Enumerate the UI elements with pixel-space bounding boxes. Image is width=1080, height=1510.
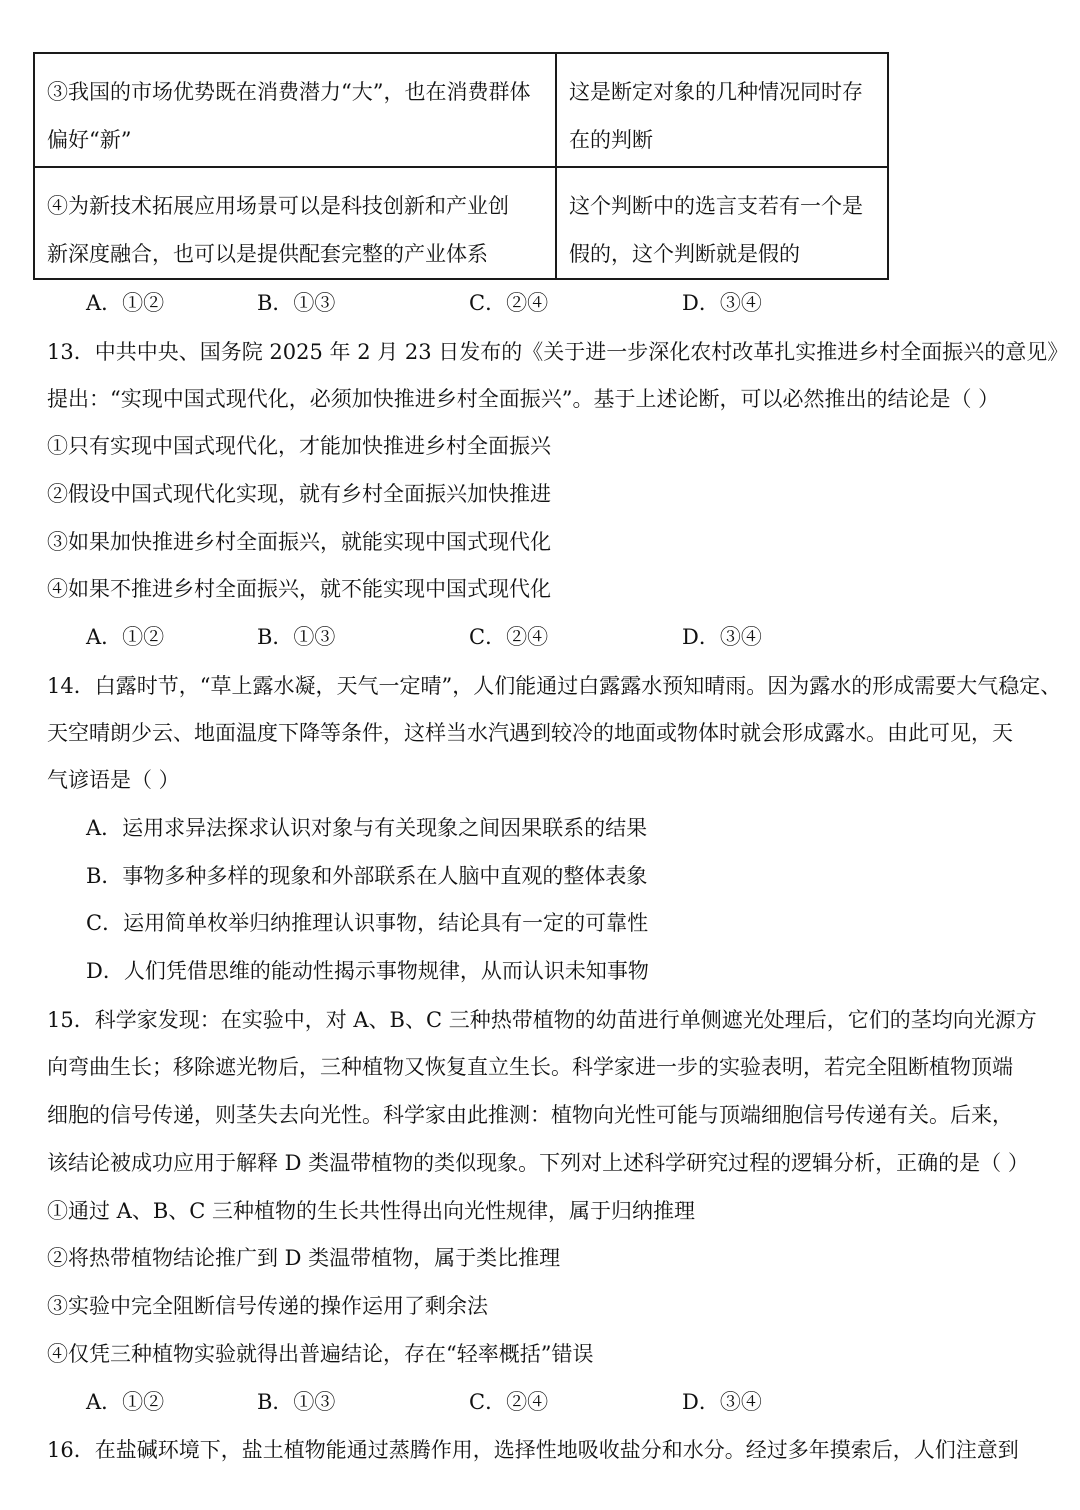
q15-stem-line: 细胞的信号传递，则茎失去向光性。科学家由此推测：植物向光性可能与顶端细胞信号传递有关。后来， [47,1103,1013,1127]
table-row [34,53,888,167]
q15-option-c[interactable]: C．②④ [469,1390,549,1414]
table-cell-statement [34,167,556,279]
q13-stem-line: 13．中共中央、国务院 2025 年 2 月 23 日发布的《关于进一步深化农村改革扎实推进乡村全面振兴的意见》 [47,340,1069,364]
q15-option-b[interactable]: B．①③ [257,1390,336,1414]
cell-line: 在的判断 [569,128,653,152]
q16-stem-line: 16．在盐碱环境下，盐土植物能通过蒸腾作用，选择性地吸收盐分和水分。经过多年摸索后，人们注意到 [47,1438,1019,1462]
q13-option-a[interactable]: A．①② [86,625,165,649]
q13-stem-line: 提出：“实现中国式现代化，必须加快推进乡村全面振兴”。基于上述论断，可以必然推出的结论是（ ） [47,387,1000,411]
q13-item: ③如果加快推进乡村全面振兴，就能实现中国式现代化 [47,530,551,554]
q13-option-c[interactable]: C．②④ [469,625,549,649]
q14-stem-line: 气谚语是（ ） [47,768,180,792]
q13-option-b[interactable]: B．①③ [257,625,336,649]
q13-option-d[interactable]: D．③④ [682,625,762,649]
q13-item: ④如果不推进乡村全面振兴，就不能实现中国式现代化 [47,577,551,601]
q15-stem-line: 该结论被成功应用于解释 D 类温带植物的类似现象。下列对上述科学研究过程的逻辑分析，正确的是（ ） [47,1151,1029,1175]
q15-item: ③实验中完全阻断信号传递的操作运用了剩余法 [47,1294,488,1318]
q14-stem-line: 天空晴朗少云、地面温度下降等条件，这样当水汽遇到较冷的地面或物体时就会形成露水。由此可见，天 [47,721,1013,745]
q15-option-a[interactable]: A．①② [86,1390,165,1414]
q15-item: ④仅凭三种植物实验就得出普遍结论，存在“轻率概括”错误 [47,1342,594,1366]
cell-line: 假的，这个判断就是假的 [569,242,800,266]
q15-stem-line: 15．科学家发现：在实验中，对 A、B、C 三种热带植物的幼苗进行单侧遮光处理后，它们的茎均向光源方 [47,1008,1037,1032]
q14-option-a[interactable]: A．运用求异法探求认识对象与有关现象之间因果联系的结果 [86,816,648,840]
q15-item: ②将热带植物结论推广到 D 类温带植物，属于类比推理 [47,1246,561,1270]
q13-item: ①只有实现中国式现代化，才能加快推进乡村全面振兴 [47,434,551,458]
q12-option-c[interactable]: C．②④ [469,291,549,315]
cell-line: ④为新技术拓展应用场景可以是科技创新和产业创 [47,194,509,218]
cell-line: 这是断定对象的几种情况同时存 [569,80,863,104]
table-row [34,167,888,279]
q14-option-b[interactable]: B．事物多种多样的现象和外部联系在人脑中直观的整体表象 [86,864,648,888]
q14-stem-line: 14．白露时节，“草上露水凝，天气一定晴”，人们能通过白露露水预知晴雨。因为露水的形成需要大气稳定、 [47,674,1062,698]
q15-option-d[interactable]: D．③④ [682,1390,762,1414]
q14-option-d[interactable]: D．人们凭借思维的能动性揭示事物规律，从而认识未知事物 [86,959,649,983]
table-cell-judgment [556,53,888,167]
q15-options [86,1387,786,1417]
cell-line: 偏好“新” [47,128,132,152]
q15-item: ①通过 A、B、C 三种植物的生长共性得出向光性规律，属于归纳推理 [47,1199,696,1223]
cell-line: ③我国的市场优势既在消费潜力“大”，也在消费群体 [47,80,531,104]
q12-option-b[interactable]: B．①③ [257,291,336,315]
cell-line: 新深度融合，也可以是提供配套完整的产业体系 [47,242,488,266]
q13-item: ②假设中国式现代化实现，就有乡村全面振兴加快推进 [47,482,551,506]
matching-table [33,52,889,280]
table-cell-judgment [556,167,888,279]
q12-options [86,288,786,318]
q13-options [86,622,786,652]
q14-option-c[interactable]: C．运用简单枚举归纳推理认识事物，结论具有一定的可靠性 [86,911,649,935]
q15-stem-line: 向弯曲生长；移除遮光物后，三种植物又恢复直立生长。科学家进一步的实验表明，若完全阻断植物顶端 [47,1055,1013,1079]
cell-line: 这个判断中的选言支若有一个是 [569,194,863,218]
q12-option-d[interactable]: D．③④ [682,291,762,315]
q12-option-a[interactable]: A．①② [86,291,165,315]
table-cell-statement [34,53,556,167]
